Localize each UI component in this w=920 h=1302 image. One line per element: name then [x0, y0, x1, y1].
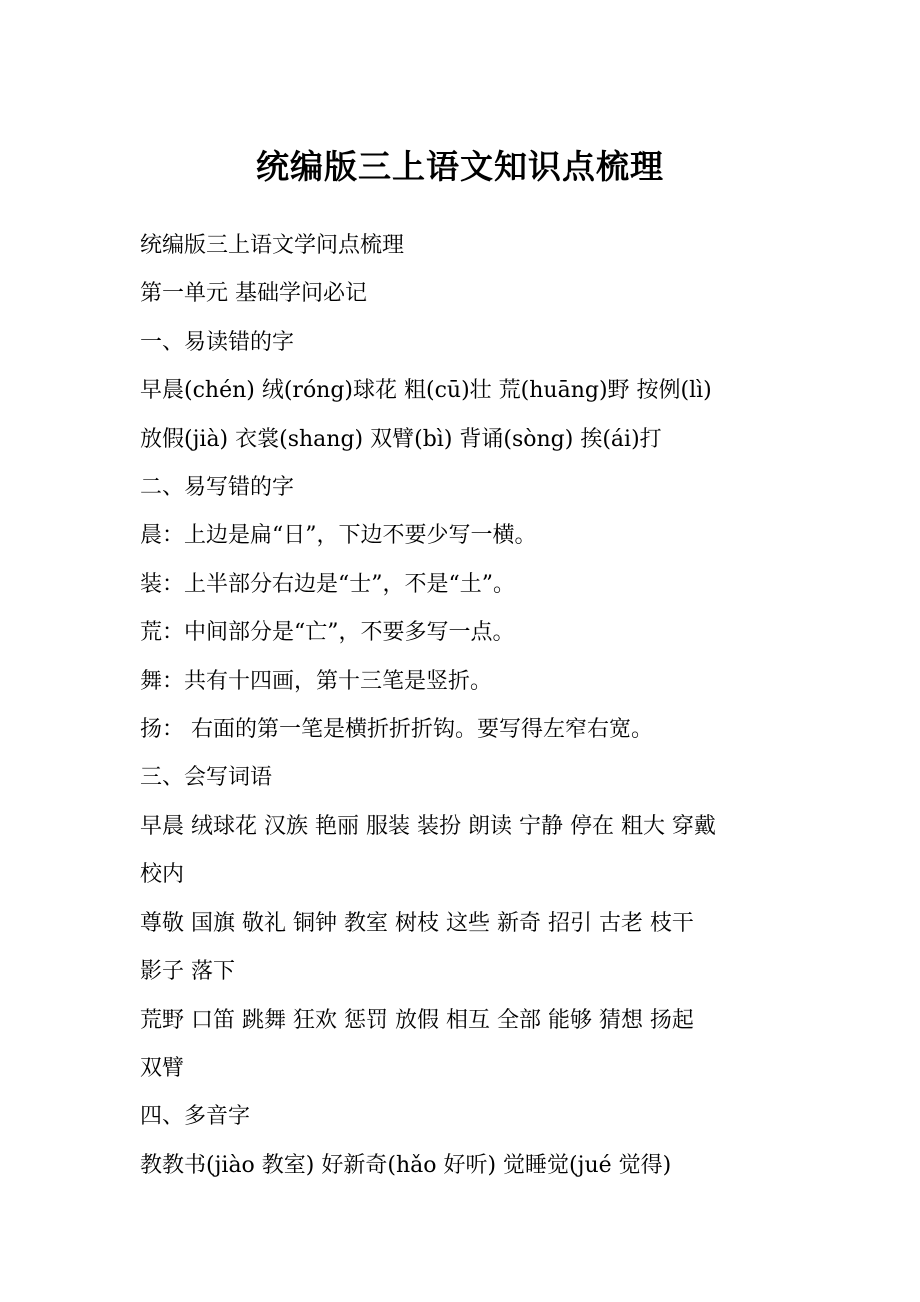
text-line-chen: 晨：上边是扁“日”，下边不要少写一横。	[140, 523, 537, 549]
text-line-pinyin-1: 早晨(chén) 绒(róng)球花 粗(cū)壮 荒(huāng)野 按例(lì)	[140, 378, 712, 404]
section-heading-unit-1: 第一单元 基础学问必记	[140, 281, 367, 307]
text-line-yang: 扬： 右面的第一笔是横折折折钩。要写得左窄右宽。	[140, 717, 653, 743]
text-line-vocab-2: 尊敬 国旗 敬礼 铜钟 教室 树枝 这些 新奇 招引 古老 枝干	[140, 910, 694, 936]
heading-easy-miswrite: 二、易写错的字	[140, 475, 295, 501]
text-line-wu: 舞：共有十四画，第十三笔是竖折。	[140, 668, 493, 694]
text-line-huang: 荒：中间部分是“亡”，不要多写一点。	[140, 620, 515, 646]
document-body	[140, 222, 790, 1190]
text-line-polyphones-1: 教教书(jiào 教室) 好新奇(hǎo 好听) 觉睡觉(jué 觉得)	[140, 1152, 672, 1178]
heading-vocabulary: 三、会写词语	[140, 765, 273, 791]
heading-polyphones: 四、多音字	[140, 1104, 251, 1130]
text-line-vocab-1-cont: 校内	[140, 862, 185, 888]
document-title: 统编版三上语文知识点梳理	[256, 147, 664, 186]
text-line-pinyin-2: 放假(jià) 衣裳(shang) 双臂(bì) 背诵(sòng) 挨(ái)打	[140, 426, 662, 452]
text-line-vocab-1: 早晨 绒球花 汉族 艳丽 服装 装扮 朗读 宁静 停在 粗大 穿戴	[140, 813, 716, 839]
text-line-vocab-3-cont: 双臂	[140, 1055, 185, 1081]
text-line-subtitle: 统编版三上语文学问点梳理	[140, 233, 405, 258]
text-line-vocab-2-cont: 影子 落下	[140, 959, 235, 985]
text-line-zhuang: 装：上半部分右边是“士”，不是“土”。	[140, 571, 515, 597]
heading-easy-misread: 一、易读错的字	[140, 329, 295, 355]
text-line-vocab-3: 荒野 口笛 跳舞 狂欢 惩罚 放假 相互 全部 能够 猜想 扬起	[140, 1007, 694, 1033]
